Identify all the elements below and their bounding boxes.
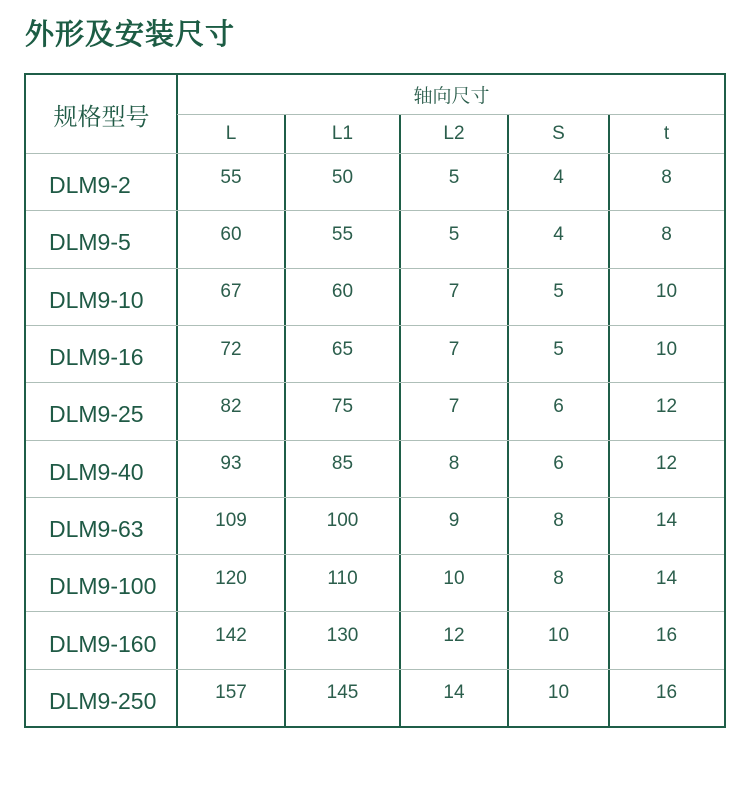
value-cell-t: 12: [655, 453, 678, 475]
model-cell: DLM9-250: [49, 687, 157, 714]
value-cell-l2: 7: [448, 281, 460, 303]
column-header-l2: L2: [443, 122, 465, 144]
value-cell-l1: 50: [331, 166, 354, 188]
model-cell: DLM9-5: [49, 229, 131, 256]
model-cell: DLM9-40: [49, 458, 144, 485]
value-cell-l1: 85: [331, 453, 354, 475]
axial-dimensions-header: 轴向尺寸: [413, 85, 490, 107]
model-cell: DLM9-25: [49, 401, 144, 428]
value-cell-s: 6: [553, 453, 564, 475]
value-cell-s: 4: [553, 166, 564, 188]
model-cell: DLM9-10: [49, 286, 144, 313]
value-cell-l1: 65: [331, 338, 354, 360]
model-column-header: 规格型号: [53, 102, 150, 131]
value-cell-l: 82: [220, 395, 242, 417]
value-cell-l: 93: [220, 453, 242, 475]
value-cell-l: 60: [220, 223, 242, 245]
value-cell-l: 120: [215, 567, 247, 589]
value-cell-l1: 100: [326, 510, 359, 532]
value-cell-s: 6: [553, 395, 564, 417]
value-cell-l2: 8: [448, 453, 460, 475]
model-cell: DLM9-2: [49, 172, 131, 199]
value-cell-s: 5: [553, 338, 564, 360]
value-cell-s: 4: [553, 223, 564, 245]
value-cell-l: 67: [220, 281, 242, 303]
spec-table: [24, 73, 726, 728]
value-cell-l: 142: [215, 625, 247, 647]
value-cell-l: 109: [215, 510, 247, 532]
model-cell: DLM9-16: [49, 344, 144, 371]
value-cell-s: 8: [553, 510, 564, 532]
value-cell-l2: 10: [443, 567, 465, 589]
value-cell-t: 16: [655, 625, 678, 647]
value-cell-t: 14: [655, 510, 678, 532]
value-cell-l1: 55: [331, 223, 354, 245]
value-cell-s: 10: [547, 625, 570, 647]
value-cell-l1: 145: [326, 682, 359, 704]
value-cell-l2: 5: [448, 223, 460, 245]
value-cell-t: 10: [655, 281, 678, 303]
value-cell-s: 10: [547, 682, 570, 704]
value-cell-l1: 130: [326, 625, 359, 647]
value-cell-t: 12: [655, 395, 678, 417]
column-header-t: t: [663, 122, 670, 144]
value-cell-l1: 60: [331, 281, 354, 303]
model-cell: DLM9-63: [49, 515, 144, 542]
value-cell-l: 55: [220, 166, 242, 188]
value-cell-t: 14: [655, 567, 678, 589]
value-cell-l1: 75: [331, 395, 354, 417]
value-cell-l2: 7: [448, 395, 460, 417]
column-header-l: L: [225, 122, 237, 144]
value-cell-l2: 14: [443, 682, 465, 704]
column-header-l1: L1: [331, 122, 354, 144]
value-cell-l2: 5: [448, 166, 460, 188]
value-cell-t: 8: [661, 166, 672, 188]
column-header-s: S: [552, 122, 565, 144]
model-cell: DLM9-160: [49, 630, 157, 657]
page-title: 外形及安装尺寸: [25, 17, 236, 51]
value-cell-l: 157: [215, 682, 247, 704]
value-cell-l2: 12: [443, 625, 465, 647]
model-cell: DLM9-100: [49, 573, 157, 600]
value-cell-s: 5: [553, 281, 564, 303]
value-cell-l2: 9: [448, 510, 460, 532]
value-cell-s: 8: [553, 567, 564, 589]
value-cell-t: 10: [655, 338, 678, 360]
value-cell-l: 72: [220, 338, 242, 360]
value-cell-l2: 7: [448, 338, 460, 360]
value-cell-l1: 110: [327, 567, 358, 589]
value-cell-t: 8: [661, 223, 672, 245]
value-cell-t: 16: [655, 682, 678, 704]
